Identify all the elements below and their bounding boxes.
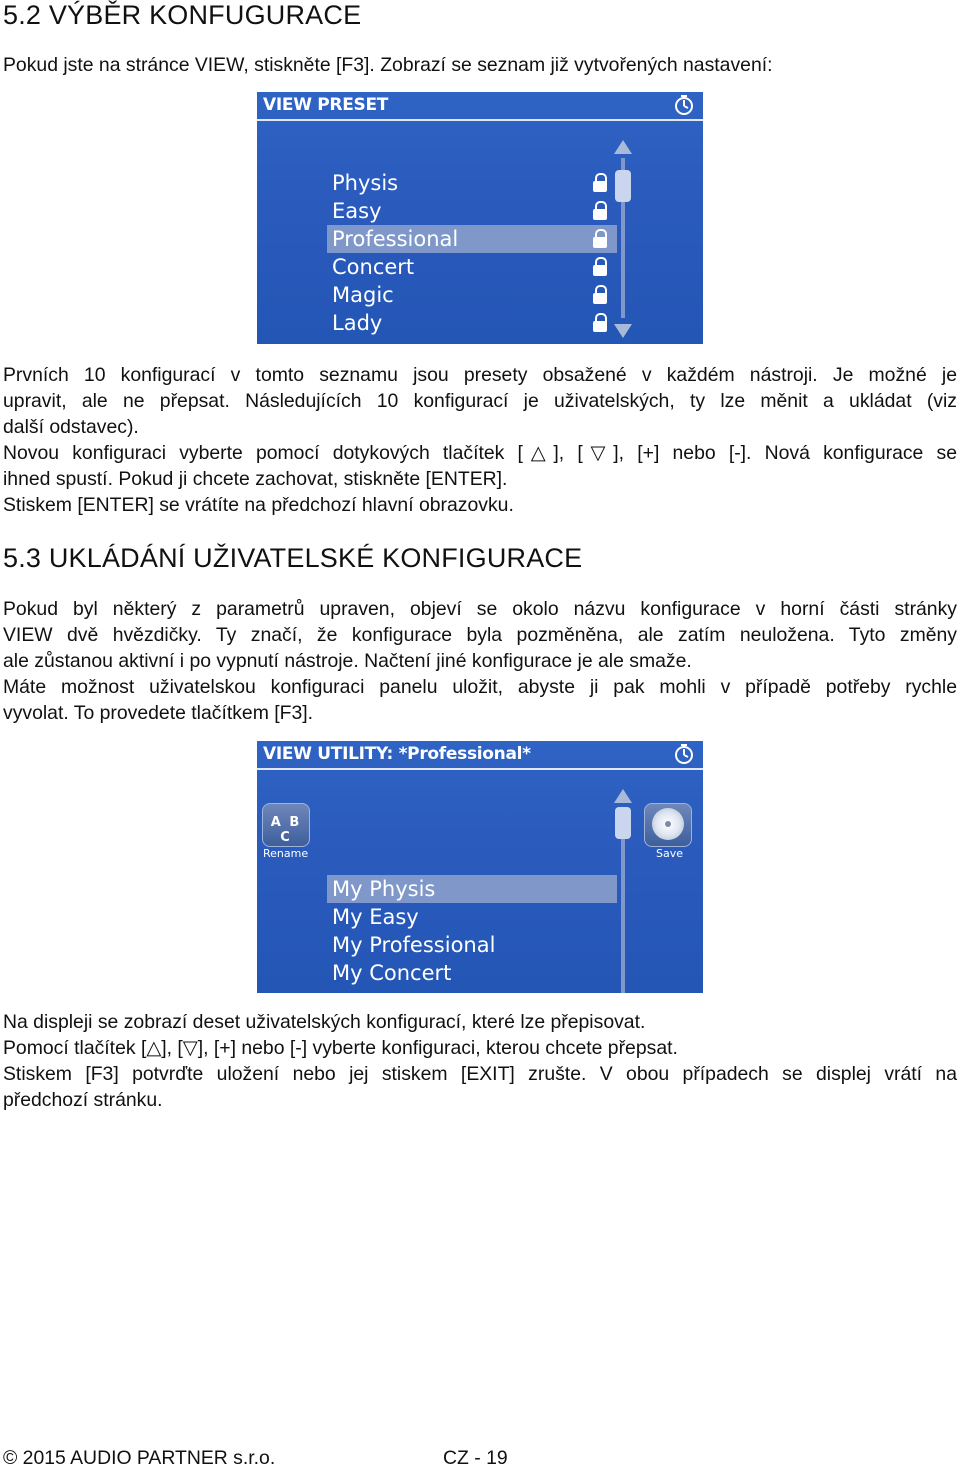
view-utility-screen: [257, 741, 703, 993]
paragraph-line: Pokud byl některý z parametrů upraven, objeví se okolo názvu konfigurace v horní části stránky: [3, 598, 957, 620]
screen-title: VIEW UTILITY: *Professional*: [263, 744, 531, 764]
scroll-up-icon[interactable]: [614, 140, 632, 154]
rename-abc-icon: A B C: [270, 815, 302, 845]
list-item[interactable]: Lady: [332, 311, 383, 335]
list-item[interactable]: Magic: [332, 283, 394, 307]
user-preset-list: [327, 875, 617, 987]
lock-column: [592, 169, 608, 337]
list-item[interactable]: My Easy: [332, 905, 419, 929]
preset-list: [327, 169, 617, 337]
rename-button[interactable]: [262, 803, 310, 847]
paragraph-line: VIEW dvě hvězdičky. Ty značí, že konfigurace byla pozměněna, ale zatím neuložena. Tyto změny: [3, 624, 957, 646]
list-item-selected[interactable]: My Physis: [327, 875, 617, 903]
paragraph-line: Na displeji se zobrazí deset uživatelských konfigurací, které lze přepisovat.: [3, 1011, 646, 1033]
section-heading-5-2: 5.2 VÝBĚR KONFUGURACE: [3, 0, 362, 30]
paragraph-line: upravit, ale ne přepsat. Následujících 10 konfigurací je uživatelských, ty lze měnit a ukládat (viz: [3, 390, 957, 412]
paragraph-line: vyvolat. To provedete tlačítkem [F3].: [3, 702, 314, 724]
lock-icon: [592, 225, 608, 253]
footer-copyright: © 2015 AUDIO PARTNER s.r.o.: [3, 1447, 276, 1469]
list-item[interactable]: My Concert: [332, 961, 452, 985]
intro-line: Pokud jste na stránce VIEW, stiskněte [F3]. Zobrazí se seznam již vytvořených nastavení:: [3, 54, 773, 76]
lock-icon: [592, 169, 608, 197]
paragraph-line: Stiskem [F3] potvrďte uložení nebo jej stiskem [EXIT] zrušte. V obou případech se displej vrátí na: [3, 1063, 957, 1085]
paragraph-line: Prvních 10 konfigurací v tomto seznamu jsou presety obsažené v každém nástroji. Je možné je: [3, 364, 957, 386]
screen-title: VIEW PRESET: [263, 95, 389, 115]
section-heading-5-3: 5.3 UKLÁDÁNÍ UŽIVATELSKÉ KONFIGURACE: [3, 543, 583, 573]
clock-icon: [673, 743, 695, 765]
paragraph-line: Pomocí tlačítek [△], [▽], [+] nebo [-] vyberte konfiguraci, kterou chcete přepsat.: [3, 1037, 678, 1059]
paragraph-line: další odstavec).: [3, 416, 139, 438]
lock-icon: [592, 309, 608, 337]
presets-paragraph: [3, 362, 957, 518]
list-item[interactable]: Easy: [332, 199, 382, 223]
intro-paragraph: [3, 52, 957, 78]
list-item[interactable]: Concert: [332, 255, 415, 279]
paragraph-line: ihned spustí. Pokud ji chcete zachovat, stiskněte [ENTER].: [3, 468, 508, 490]
paragraph-line: Novou konfiguraci vyberte pomocí dotykových tlačítek [△], [▽], [+] nebo [-]. Nová konfigurace se: [3, 442, 957, 464]
paragraph-line: předchozí stránku.: [3, 1089, 163, 1111]
save-paragraph: [3, 596, 957, 726]
scrollbar-thumb[interactable]: [615, 807, 631, 839]
scrollbar-thumb[interactable]: [615, 170, 631, 202]
list-item[interactable]: Physis: [332, 171, 399, 195]
save-label: Save: [656, 847, 684, 860]
paragraph-line: Stiskem [ENTER] se vrátíte na předchozí hlavní obrazovku.: [3, 494, 514, 516]
scroll-down-icon[interactable]: [614, 324, 632, 338]
title-divider: [257, 768, 703, 770]
clock-icon: [673, 94, 695, 116]
footer-page-number: CZ - 19: [443, 1447, 508, 1469]
view-preset-screen: [257, 92, 703, 344]
paragraph-line: Máte možnost uživatelskou konfiguraci panelu uložit, abyste ji pak mohli v případě potřeby rychle: [3, 676, 957, 698]
title-divider: [257, 119, 703, 121]
list-item[interactable]: My Professional: [332, 933, 496, 957]
list-item-selected[interactable]: Professional: [327, 225, 617, 253]
paragraph-line: ale zůstanou aktivní i po vypnutí nástroje. Načtení jiné konfigurace je ale smaže.: [3, 650, 692, 672]
lock-icon: [592, 197, 608, 225]
rename-label: Rename: [263, 847, 309, 860]
confirm-paragraph: [3, 1009, 957, 1113]
lock-icon: [592, 281, 608, 309]
lock-icon: [592, 253, 608, 281]
save-button[interactable]: [644, 803, 692, 847]
disc-icon: [652, 808, 684, 840]
scroll-up-icon[interactable]: [614, 789, 632, 803]
